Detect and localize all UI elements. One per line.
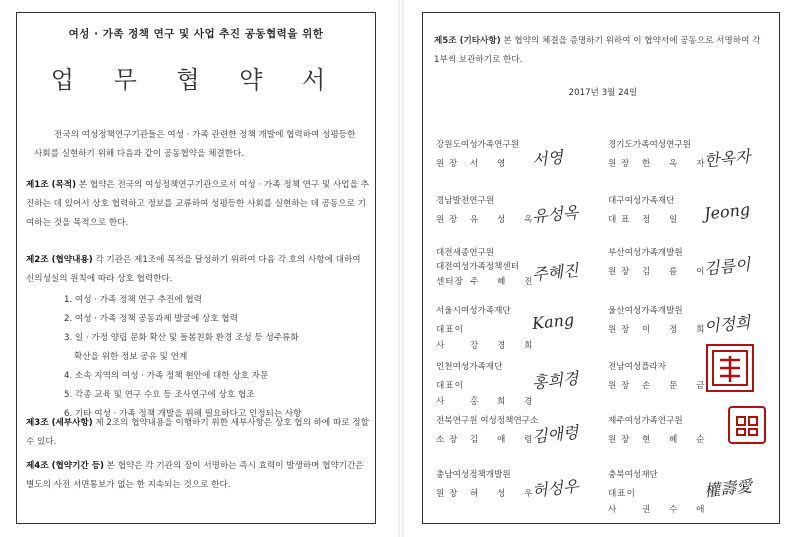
- signatory-name: 서 영: [470, 159, 514, 169]
- signatory-organization: 제주여성가족연구원: [608, 416, 683, 426]
- article-4: [26, 457, 370, 495]
- signatory-block: [608, 468, 768, 515]
- signatory-name: 강 경 희: [470, 341, 541, 351]
- signatory-name: 현 혜 순: [642, 435, 713, 445]
- signatory-organization: 대구여성가족재단: [608, 196, 675, 206]
- handwritten-signature: 허성우: [531, 476, 580, 501]
- signatory-name: 김 애 령: [470, 435, 541, 445]
- signatory-organization: 충남여성정책개발원: [436, 470, 511, 480]
- signatory-role: 원 장: [608, 325, 631, 335]
- signatory-block: [436, 468, 596, 508]
- signatory-block: [608, 194, 768, 234]
- signatory-role: 원 장: [608, 435, 631, 445]
- signatory-role: 원 장: [608, 381, 631, 391]
- signatory-block: [608, 138, 768, 178]
- handwritten-signature: 權壽愛: [703, 476, 753, 501]
- official-seal-stamp: [706, 344, 754, 392]
- signatory-role: 대 표: [608, 215, 631, 225]
- official-seal-stamp: [728, 406, 766, 444]
- right-page: [412, 8, 794, 529]
- list-item: 2. 여성 · 가족 정책 공동과제 발굴에 상호 협력: [64, 314, 238, 324]
- signatory-role: 대표이사: [436, 381, 464, 407]
- signatory-name: 김 름 이: [642, 267, 713, 277]
- article-5-text: 본 협약의 체결을 증명하기 위하여 이 협약서에 공동으로 서명하여 각 1부씩 보관하기로 한다.: [434, 36, 761, 65]
- list-item: 4. 소속 지역의 여성 · 가족 정책 현안에 대한 상호 자문: [64, 371, 269, 381]
- signatory-name: 한 옥 자: [642, 159, 713, 169]
- signatory-organization: 대전세종연구원: [436, 248, 495, 258]
- list-item: 6. 기타 여성 · 가족 정책 개발을 위해 필요하다고 인정되는 사항: [64, 409, 302, 419]
- signatory-organization: 경기도가족여성연구원: [608, 140, 692, 150]
- signatory-block: [608, 304, 768, 344]
- signatory-block: [436, 414, 596, 454]
- article-1-text: 본 협약은 전국의 여성정책연구기관으로서 여성 · 가족 정책 연구 및 사업을 추진하는 데 있어서 상호 협력하고 정보를 교류하여 성평등한 사회를 실현하는 데 공동으로 기여하는 것을 목적으로 한다.: [26, 180, 369, 228]
- signatory-name: 권 수 애: [642, 505, 713, 515]
- signatory-role: 원 장: [436, 215, 459, 225]
- signatory-block: [436, 138, 596, 178]
- article-5-heading: 제5조 (기타사항): [434, 36, 501, 46]
- book-spine: [398, 0, 404, 537]
- handwritten-signature: 주혜진: [531, 260, 580, 285]
- left-page: [4, 8, 388, 529]
- article-3: [26, 414, 370, 452]
- article-1: [26, 176, 370, 233]
- article-1-heading: 제1조 (목적): [26, 180, 77, 190]
- signatory-organization-sub: 대전여성가족정책센터: [436, 262, 520, 272]
- handwritten-signature: 이정희: [703, 312, 752, 337]
- handwritten-signature: Jeong: [703, 199, 751, 224]
- article-3-text: 제 2조의 협약내용을 이행하기 위한 세부사항은 상호 협의 하에 따로 정할 수 있다.: [26, 418, 369, 447]
- signatory-role: 대표이사: [608, 489, 636, 515]
- signatory-block: [436, 360, 596, 407]
- signatory-organization: 충북여성재단: [608, 470, 658, 480]
- handwritten-signature: 김름이: [703, 254, 752, 279]
- signatory-name: 손 문 금: [642, 381, 713, 391]
- signatory-organization: 강원도여성가족연구원: [436, 140, 520, 150]
- list-item: 확산을 위한 정보 공유 및 연계: [74, 352, 188, 362]
- list-item: 3. 일 · 가정 양립 문화 확산 및 돌봄친화 환경 조성 등 성주류화: [64, 333, 299, 343]
- signatory-role: 소 장: [436, 435, 459, 445]
- signatory-role: 대표이사: [436, 325, 464, 351]
- article-4-text: 본 협약은 각 기관의 장이 서명하는 즉시 효력이 발생하며 협약기간은 별도의 사전 서면통보가 없는 한 지속되는 것으로 한다.: [26, 461, 364, 490]
- signatory-block: [436, 246, 596, 286]
- signatory-name: 이 정 희: [642, 325, 713, 335]
- handwritten-signature: 홍희경: [531, 368, 580, 393]
- signatory-role: 원 장: [436, 489, 459, 499]
- agreement-subtitle: 여성 · 가족 정책 연구 및 사업 추진 공동협력을 위한: [68, 28, 324, 40]
- signatory-organization: 경남발전연구원: [436, 196, 495, 206]
- signatory-name: 주 혜 진: [470, 277, 541, 287]
- handwritten-signature: 김애령: [531, 422, 580, 447]
- signatory-organization: 울산여성가족개발원: [608, 306, 683, 316]
- agreement-title: 업 무 협 약 서: [50, 66, 342, 94]
- handwritten-signature: 서영: [531, 147, 564, 170]
- signatory-organization: 인천여성가족재단: [436, 362, 503, 372]
- article-2-heading: 제2조 (협약내용): [26, 255, 93, 265]
- signatory-role: 원 장: [608, 267, 631, 277]
- signatory-name: 정 일: [642, 215, 686, 225]
- signatory-block: [436, 304, 596, 351]
- list-item: 5. 각종 교육 및 연구 수요 등 조사연구에 상호 협조: [64, 390, 255, 400]
- article-2: [26, 251, 370, 424]
- agreement-intro: 전국의 여성정책연구기관들은 여성 · 가족 관련한 정책 개발에 협력하여 성평등한 사회를 실현하기 위해 다음과 같이 공동협약을 체결한다.: [34, 130, 356, 159]
- signatory-name: 홍 희 경: [470, 397, 541, 407]
- signatory-person: [436, 156, 596, 172]
- list-item: 1. 여성 · 가족 정책 연구 추진에 협력: [64, 295, 202, 305]
- article-2-text: 각 기관은 제1조에 목적을 달성하기 위하여 다음 각 호의 사항에 대하여 신의성실의 원칙에 따라 상호 협력한다.: [26, 255, 361, 284]
- handwritten-signature: 한옥자: [703, 146, 752, 171]
- article-2-items: [26, 291, 370, 424]
- signatory-name: 유 성 옥: [470, 215, 541, 225]
- signatory-role: 원 장: [608, 159, 631, 169]
- article-5: [434, 32, 764, 70]
- signatory-organization: 전북연구원 여성정책연구소: [436, 416, 539, 426]
- signing-date: 2017년 3월 24일: [568, 88, 638, 98]
- signatory-organization: 부산여성가족개발원: [608, 248, 683, 258]
- signatory-role: 원 장: [436, 159, 459, 169]
- article-3-heading: 제3조 (세부사항): [26, 418, 93, 428]
- handwritten-signature: Kang: [531, 309, 575, 334]
- handwritten-signature: 유성옥: [531, 202, 580, 227]
- signatory-name: 허 성 우: [470, 489, 541, 499]
- article-4-heading: 제4조 (협약기간 등): [26, 461, 104, 471]
- signatory-block: [608, 246, 768, 286]
- signatory-organization: 서울시여성가족재단: [436, 306, 511, 316]
- signatory-block: [436, 194, 596, 234]
- signatory-role: 센터장: [436, 277, 464, 287]
- signatory-organization: 전남여성플라자: [608, 362, 667, 372]
